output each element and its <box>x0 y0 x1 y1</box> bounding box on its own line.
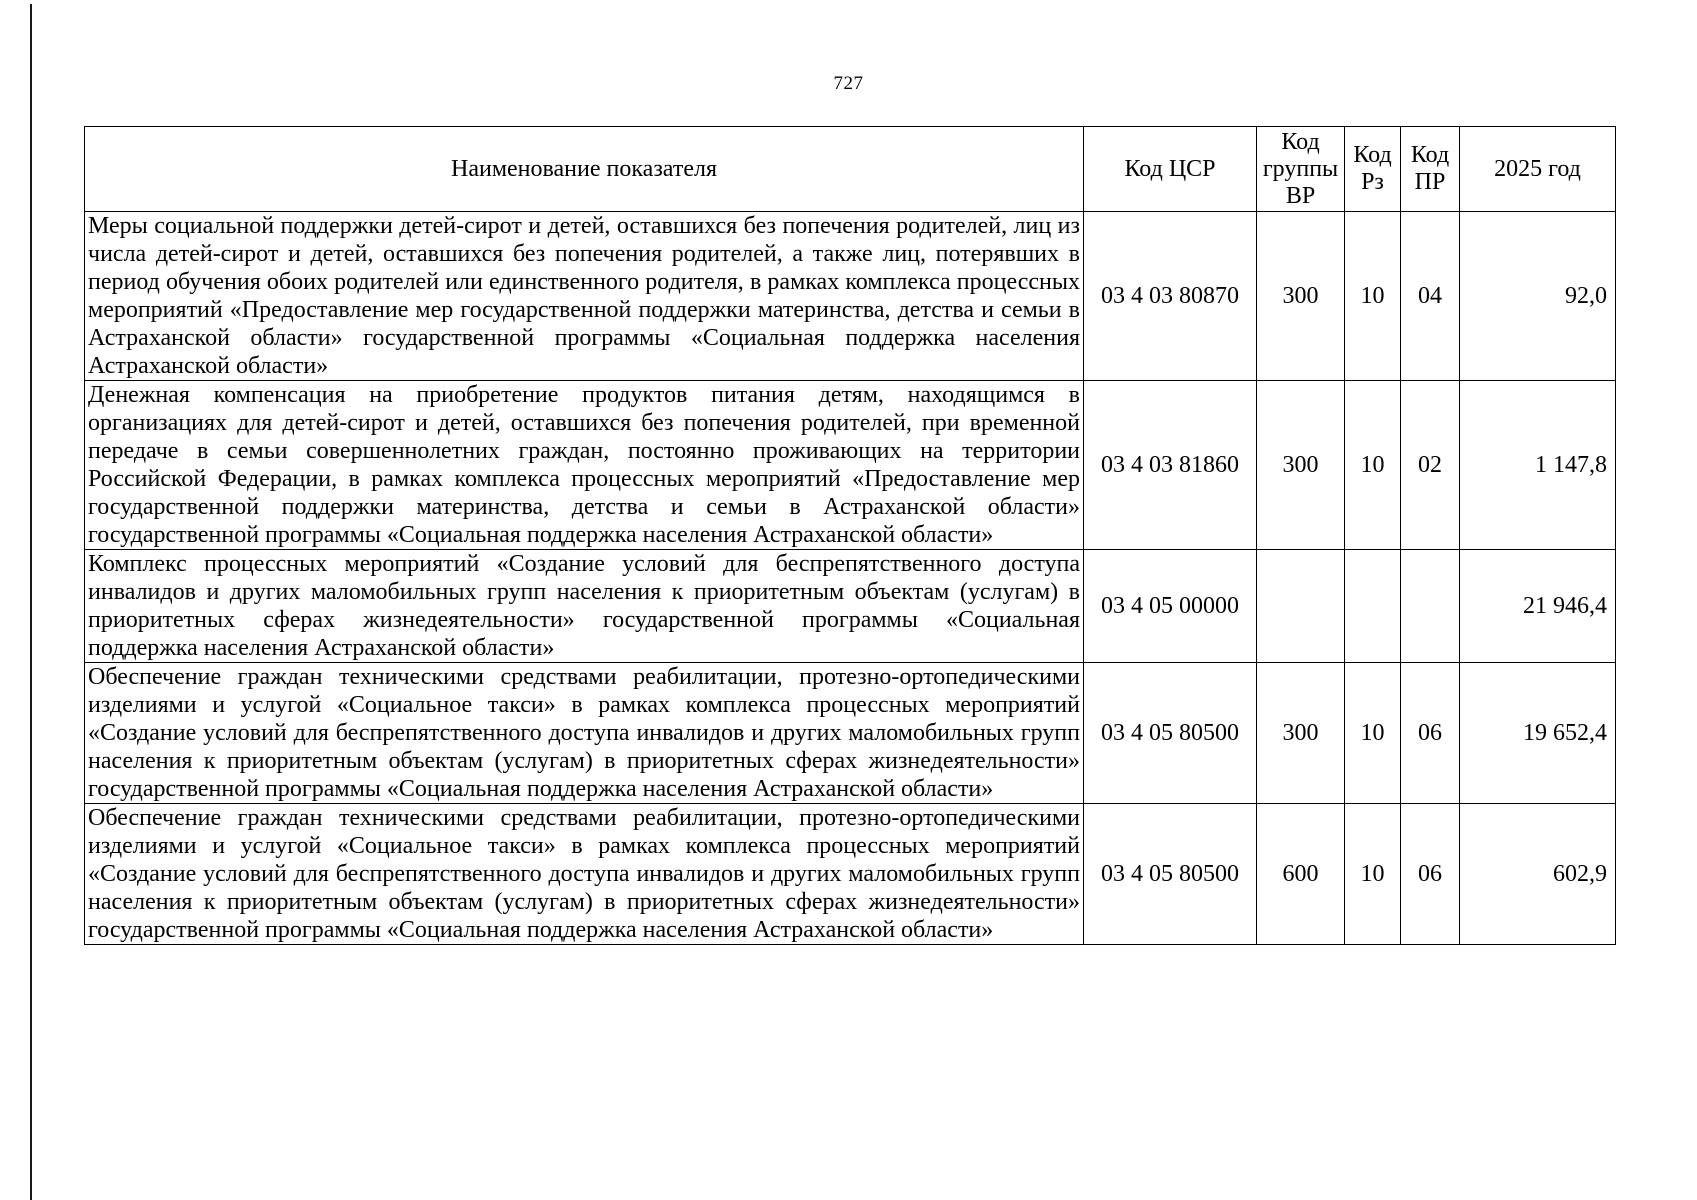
row-csr-cell: 03 4 03 81860 <box>1084 381 1257 550</box>
table-row <box>85 212 1616 381</box>
row-pr-cell: 02 <box>1401 381 1460 550</box>
row-rz-cell <box>1345 550 1401 663</box>
row-rz-cell: 10 <box>1345 804 1401 945</box>
row-value-cell: 19 652,4 <box>1460 663 1616 804</box>
budget-table <box>84 126 1616 945</box>
table-row <box>85 381 1616 550</box>
row-pr-cell <box>1401 550 1460 663</box>
header-row <box>85 127 1616 212</box>
row-value-cell: 1 147,8 <box>1460 381 1616 550</box>
row-vr-cell: 300 <box>1257 212 1345 381</box>
row-vr-cell: 600 <box>1257 804 1345 945</box>
header-name: Наименование показателя <box>85 127 1084 212</box>
row-name-cell: Меры социальной поддержки детей-сирот и детей, оставшихся без попечения родителей, лиц из числа детей-сирот и детей, оставшихся без попечения родителей, а также лиц, потерявших в период обучения обоих родителей или единственного родителя, в рамках комплекса процессных мероприятий «Предоставление мер государственной поддержки материнства, детства и семьи в Астраханской области» государственной программы «Социальная поддержка населения Астраханской области» <box>85 212 1084 381</box>
row-pr-cell: 04 <box>1401 212 1460 381</box>
header-pr-code: Код ПР <box>1401 127 1460 212</box>
row-vr-cell: 300 <box>1257 381 1345 550</box>
row-name-cell: Обеспечение граждан техническими средствами реабилитации, протезно-ортопедическими изделиями и услугой «Социальное такси» в рамках комплекса процессных мероприятий «Создание условий для беспрепятственного доступа инвалидов и других маломобильных групп населения к приоритетным объектам (услугам) в приоритетных сферах жизнедеятельности» государственной программы «Социальная поддержка населения Астраханской области» <box>85 804 1084 945</box>
page-number: 727 <box>833 73 864 94</box>
header-vr-group-code: Код группы ВР <box>1257 127 1345 212</box>
row-vr-cell <box>1257 550 1345 663</box>
row-value-cell: 602,9 <box>1460 804 1616 945</box>
row-vr-cell: 300 <box>1257 663 1345 804</box>
row-value-cell: 92,0 <box>1460 212 1616 381</box>
table-body <box>85 212 1616 945</box>
header-csr-code: Код ЦСР <box>1084 127 1257 212</box>
row-csr-cell: 03 4 05 80500 <box>1084 804 1257 945</box>
table-row <box>85 550 1616 663</box>
table-header <box>85 127 1616 212</box>
row-rz-cell: 10 <box>1345 663 1401 804</box>
table-row <box>85 663 1616 804</box>
row-rz-cell: 10 <box>1345 212 1401 381</box>
header-year-2025: 2025 год <box>1460 127 1616 212</box>
header-rz-code: Код Рз <box>1345 127 1401 212</box>
row-csr-cell: 03 4 05 80500 <box>1084 663 1257 804</box>
row-rz-cell: 10 <box>1345 381 1401 550</box>
row-value-cell: 21 946,4 <box>1460 550 1616 663</box>
table-row <box>85 804 1616 945</box>
row-name-cell: Денежная компенсация на приобретение продуктов питания детям, находящимся в организациях для детей-сирот и детей, оставшихся без попечения родителей, при временной передаче в семьи совершеннолетних граждан, постоянно проживающих на территории Российской Федерации, в рамках комплекса процессных мероприятий «Предоставление мер государственной поддержки материнства, детства и семьи в Астраханской области» государственной программы «Социальная поддержка населения Астраханской области» <box>85 381 1084 550</box>
row-pr-cell: 06 <box>1401 804 1460 945</box>
row-name-cell: Комплекс процессных мероприятий «Создание условий для беспрепятственного доступа инвалидов и других маломобильных групп населения к приоритетным объектам (услугам) в приоритетных сферах жизнедеятельности» государственной программы «Социальная поддержка населения Астраханской области» <box>85 550 1084 663</box>
row-name-cell: Обеспечение граждан техническими средствами реабилитации, протезно-ортопедическими изделиями и услугой «Социальное такси» в рамках комплекса процессных мероприятий «Создание условий для беспрепятственного доступа инвалидов и других маломобильных групп населения к приоритетным объектам (услугам) в приоритетных сферах жизнедеятельности» государственной программы «Социальная поддержка населения Астраханской области» <box>85 663 1084 804</box>
row-pr-cell: 06 <box>1401 663 1460 804</box>
row-csr-cell: 03 4 05 00000 <box>1084 550 1257 663</box>
row-csr-cell: 03 4 03 80870 <box>1084 212 1257 381</box>
binding-margin-line <box>30 4 32 1200</box>
